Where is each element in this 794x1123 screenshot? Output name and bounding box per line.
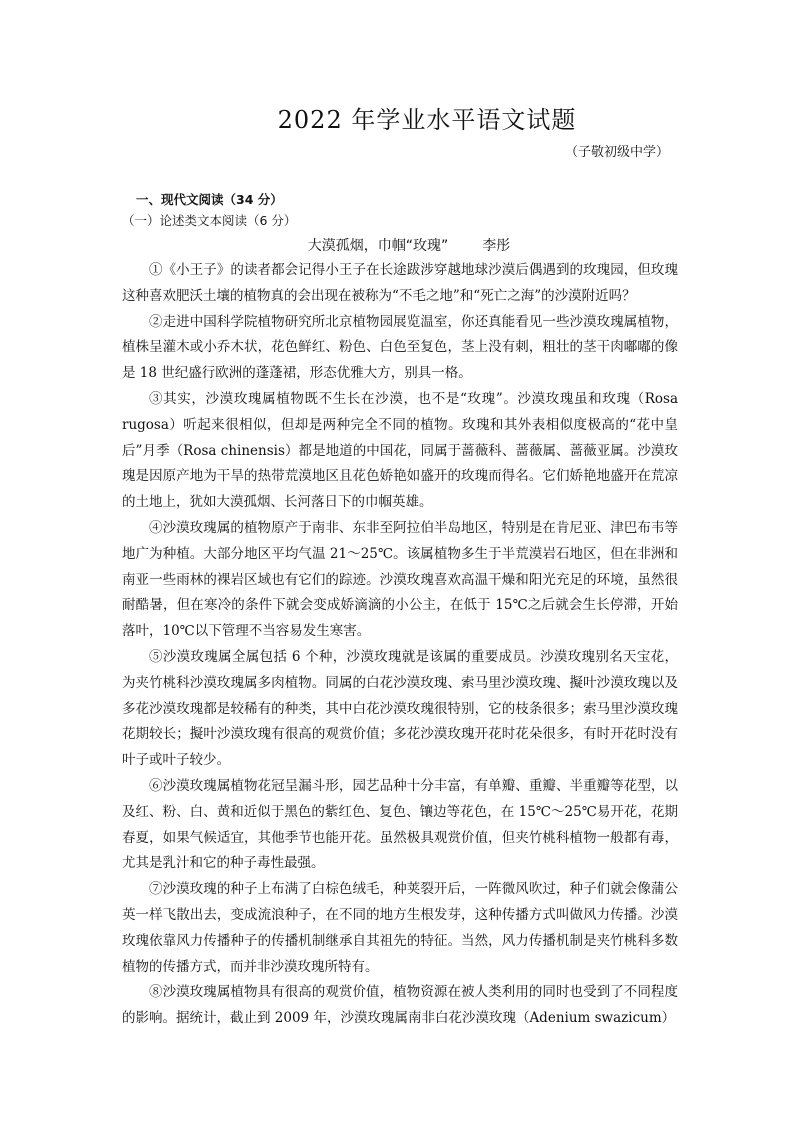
paragraph: ⑤沙漠玫瑰属全属包括 6 个种，沙漠玫瑰就是该属的重要成员。沙漠玫瑰别名天宝花，为夹竹桃科沙漠玫瑰属多肉植物。同属的白花沙漠玫瑰、索马里沙漠玫瑰、擬叶沙漠玫瑰以及多花沙漠玫瑰都是较稀有的种类，其中白花沙漠玫瑰很特别，它的枝条很多；索马里沙漠玫瑰花期较长；擬叶沙漠玫瑰有很高的观赏价值；多花沙漠玫瑰开花时花朵很多，有时开花时没有叶子或叶子较少。: [122, 648, 678, 769]
paragraph: ⑥沙漠玫瑰属植物花冠呈漏斗形，园艺品种十分丰富，有单瓣、重瓣、半重瓣等花型，以及红、粉、白、黄和近似于黑色的紫红色、复色、镶边等花色，在 15℃～25℃易开花，花期春夏，如果气候适宜，其他季节也能开花。虽然极具观赏价值，但夹竹桃科植物一般都有毒，尤其是乳汁和它的种子毒性最强。: [122, 777, 678, 872]
paragraph: ④沙漠玫瑰属的植物原产于南非、东非至阿拉伯半岛地区，特别是在肯尼亚、津巴布韦等地广为种植。大部分地区平均气温 21～25℃。该属植物多生于半荒漠岩石地区，但在非洲和南亚一些雨林的裸岩区域也有它们的踪迹。沙漠玫瑰喜欢高温干燥和阳光充足的环境，虽然很耐酷暑，但在寒冷的条件下就会变成娇滴滴的小公主，在低于 15℃之后就会生长停滞，开始落叶，10℃以下管理不当容易发生寒害。: [122, 519, 678, 640]
paragraph: ①《小王子》的读者都会记得小王子在长途跋涉穿越地球沙漠后偶遇到的玫瑰园，但玫瑰这种喜欢肥沃土壤的植物真的会出现在被称为“不毛之地”和“死亡之海”的沙漠附近吗？: [122, 262, 678, 304]
paragraph: ③其实，沙漠玫瑰属植物既不生长在沙漠，也不是“玫瑰”。沙漠玫瑰虽和玫瑰（Rosa rugosa）听起来很相似，但却是两种完全不同的植物。玫瑰和其外表相似度极高的“花中皇后”月季（Rosa chinensis）都是地道的中国花，同属于蔷薇科、蔷薇属、蔷薇亚属。沙漠玫瑰是因原产地为干旱的热带荒漠地区且花色娇艳如盛开的玫瑰而得名。它们娇艳地盛开在荒凉的土地上，犹如大漠孤烟、长河落日下的巾帼英雄。: [122, 390, 678, 511]
exam-title: 2022 年学业水平语文试题: [277, 106, 577, 134]
paragraph: ②走进中国科学院植物研究所北京植物园展览温室，你还真能看见一些沙漠玫瑰属植物，植株呈灌木或小乔木状，花色鲜红、粉色、白色至复色，茎上没有刺，粗壮的茎干肉嘟嘟的像是 18 世纪盛行欧洲的蓬蓬裙，形态优雅大方，别具一格。: [122, 313, 678, 382]
paragraph: ⑦沙漠玫瑰的种子上布满了白棕色绒毛，种荚裂开后，一阵微风吹过，种子们就会像蒲公英一样飞散出去，变成流浪种子，在不同的地方生根发芽，这种传播方式叫做风力传播。沙漠玫瑰依靠风力传播种子的传播机制继承自其祖先的特征。当然，风力传播机制是夹竹桃科多数植物的传播方式，而并非沙漠玫瑰所特有。: [122, 881, 678, 975]
article-body: [122, 258, 678, 1032]
section-heading: 一、现代文阅读（34 分）: [136, 192, 283, 207]
school-name: （子敬初级中学）: [564, 145, 669, 160]
paragraph: ⑧沙漠玫瑰属植物具有很高的观赏价值，植物资源在被人类利用的同时也受到了不同程度的影响。据统计，截止到 2009 年，沙漠玫瑰属南非白花沙漠玫瑰（Adenium swazicum）: [122, 984, 678, 1027]
article-heading: [0, 235, 794, 255]
article-title: 大漠孤烟，巾帼“玫瑰”: [307, 238, 449, 254]
article-author: 李彤: [482, 238, 511, 254]
subsection-heading: （一）论述类文本阅读（6 分）: [122, 213, 297, 228]
